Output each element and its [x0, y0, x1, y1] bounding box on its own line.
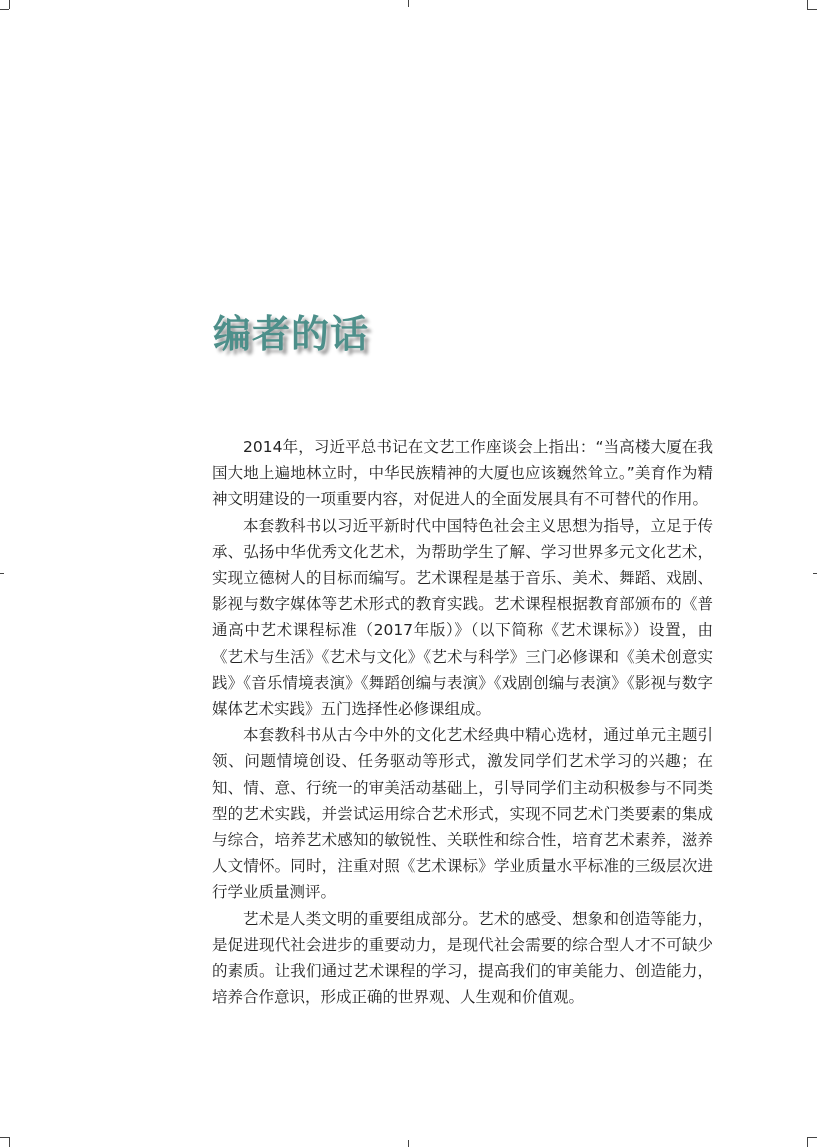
paragraph: 艺术是人类文明的重要组成部分。艺术的感受、想象和创造等能力，是促进现代社会进步的重要动力，是现代社会需要的综合型人才不可缺少的素质。让我们通过艺术课程的学习，提高我们的审美能力、创造能力，培养合作意识，形成正确的世界观、人生观和价值观。	[212, 909, 713, 1007]
paragraph: 2014年，习近平总书记在文艺工作座谈会上指出：“当高楼大厦在我国大地上遍地林立时，中华民族精神的大厦也应该巍然耸立。”美育作为精神文明建设的一项重要内容，对促进人的全面发展具有不可替代的作用。	[212, 438, 713, 509]
crop-mark	[408, 1140, 409, 1147]
crop-mark	[0, 1137, 9, 1138]
crop-mark	[813, 573, 817, 574]
crop-mark	[9, 0, 10, 9]
crop-mark	[807, 9, 817, 10]
paragraph: 本套教科书从古今中外的文化艺术经典中精心选材，通过单元主题引领、问题情境创设、任务驱动等形式，激发同学们艺术学习的兴趣；在知、情、意、行统一的审美活动基础上，引导同学们主动积极参与不同类型的艺术实践，并尝试运用综合艺术形式，实现不同艺术门类要素的集成与综合，培养艺术感知的敏锐性、关联性和综合性，培育艺术素养，滋养人文情怀。同时，注重对照《艺术课标》学业质量水平标准的三级层次进行学业质量测评。	[212, 726, 713, 902]
crop-mark	[807, 1137, 817, 1138]
page-title: 编者的话	[213, 312, 370, 356]
crop-mark	[408, 0, 409, 7]
crop-mark	[807, 0, 808, 9]
crop-mark	[0, 573, 4, 574]
crop-mark	[0, 9, 9, 10]
paragraph: 本套教科书以习近平新时代中国特色社会主义思想为指导，立足于传承、弘扬中华优秀文化艺术，为帮助学生了解、学习世界多元文化艺术，实现立德树人的目标而编写。艺术课程是基于音乐、美术、舞蹈、戏剧、影视与数字媒体等艺术形式的教育实践。艺术课程根据教育部颁布的《普通高中艺术课程标准（2017年版）》（以下简称《艺术课标》）设置，由《艺术与生活》《艺术与文化》《艺术与科学》三门必修课和《美术创意实践》《音乐情境表演》《舞蹈创编与表演》《戏剧创编与表演》《影视与数字媒体艺术实践》五门选择性必修课组成。	[212, 516, 713, 719]
crop-mark	[9, 1137, 10, 1147]
preface-body	[212, 434, 713, 1010]
crop-mark	[807, 1137, 808, 1147]
